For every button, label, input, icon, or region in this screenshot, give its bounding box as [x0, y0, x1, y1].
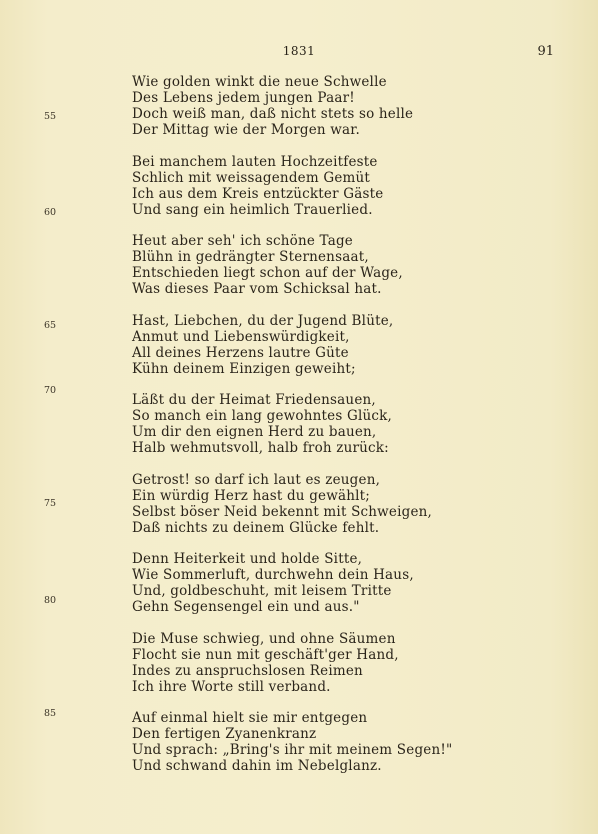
verse-line: Indes zu anspruchslosen Reimen — [132, 662, 363, 679]
verse-line: Kühn deinem Einzigen geweiht; — [132, 360, 356, 377]
verse-line: Wie Sommerluft, durchwehn dein Haus, — [132, 567, 414, 583]
line-number-80: 80 — [44, 595, 57, 606]
line-number-75: 75 — [44, 498, 57, 509]
verse-line: So manch ein lang gewohntes Glück, — [132, 408, 393, 424]
verse-line: Bei manchem lauten Hochzeitfeste — [132, 153, 378, 170]
verse-line: Läßt du der Heimat Friedensauen, — [132, 392, 376, 408]
stanza — [132, 74, 552, 138]
stanza — [132, 154, 552, 218]
verse-line: Selbst böser Neid bekennt mit Schweigen, — [132, 503, 433, 520]
verse-line: Und, goldbeschuht, mit leisem Tritte — [132, 583, 392, 599]
verse-line: Des Lebens jedem jungen Paar! — [132, 90, 355, 106]
verse-line: Ich ihre Worte still verband. — [132, 678, 331, 695]
running-header-year: 1831 — [282, 44, 316, 58]
verse-line: Halb wehmutsvoll, halb froh zurück: — [132, 440, 389, 456]
verse-line: Um dir den eignen Herd zu bauen, — [132, 424, 377, 440]
verse-line: All deines Herzens lautre Güte — [132, 344, 349, 361]
stanza — [132, 631, 552, 695]
line-number-55: 55 — [44, 111, 57, 122]
verse-line: Flocht sie nun mit geschäft'ger Hand, — [132, 646, 399, 663]
stanza — [132, 710, 552, 774]
verse-line: Wie golden winkt die neue Schwelle — [132, 74, 387, 90]
verse-line: Hast, Liebchen, du der Jugend Blüte, — [132, 312, 394, 329]
verse-line: Heut aber seh' ich schöne Tage — [132, 233, 353, 249]
verse-line: Den fertigen Zyanenkranz — [132, 726, 317, 742]
verse-line: Denn Heiterkeit und holde Sitte, — [132, 551, 363, 567]
poem-body — [132, 74, 552, 790]
line-number-70: 70 — [44, 385, 57, 396]
verse-line: Und schwand dahin im Nebelglanz. — [132, 758, 382, 774]
verse-line: Getrost! so darf ich laut es zeugen, — [132, 471, 381, 488]
verse-line: Ich aus dem Kreis entzückter Gäste — [132, 185, 384, 202]
verse-line: Entschieden liegt schon auf der Wage, — [132, 265, 403, 281]
verse-line: Was dieses Paar vom Schicksal hat. — [132, 281, 382, 297]
stanza — [132, 313, 552, 377]
verse-line: Ein würdig Herz hast du gewählt; — [132, 487, 371, 504]
line-number-60: 60 — [44, 207, 57, 218]
verse-line: Und sprach: „Bring's ihr mit meinem Segen!" — [132, 742, 453, 758]
line-number-65: 65 — [44, 320, 57, 331]
stanza — [132, 472, 552, 536]
verse-line: Die Muse schwieg, und ohne Säumen — [132, 630, 396, 647]
verse-line: Daß nichts zu deinem Glücke fehlt. — [132, 519, 380, 536]
verse-line: Anmut und Liebenswürdigkeit, — [132, 328, 350, 345]
verse-line: Gehn Segensengel ein und aus." — [132, 599, 360, 615]
page-number: 91 — [537, 44, 554, 59]
line-number-85: 85 — [44, 708, 57, 719]
stanza — [132, 392, 552, 456]
verse-line: Doch weiß man, daß nicht stets so helle — [132, 106, 414, 122]
stanza — [132, 551, 552, 615]
verse-line: Blühn in gedrängter Sternensaat, — [132, 249, 369, 265]
verse-line: Und sang ein heimlich Trauerlied. — [132, 201, 373, 218]
verse-line: Der Mittag wie der Morgen war. — [132, 122, 360, 138]
verse-line: Schlich mit weissagendem Gemüt — [132, 169, 371, 186]
stanza — [132, 233, 552, 297]
verse-line: Auf einmal hielt sie mir entgegen — [132, 710, 368, 726]
